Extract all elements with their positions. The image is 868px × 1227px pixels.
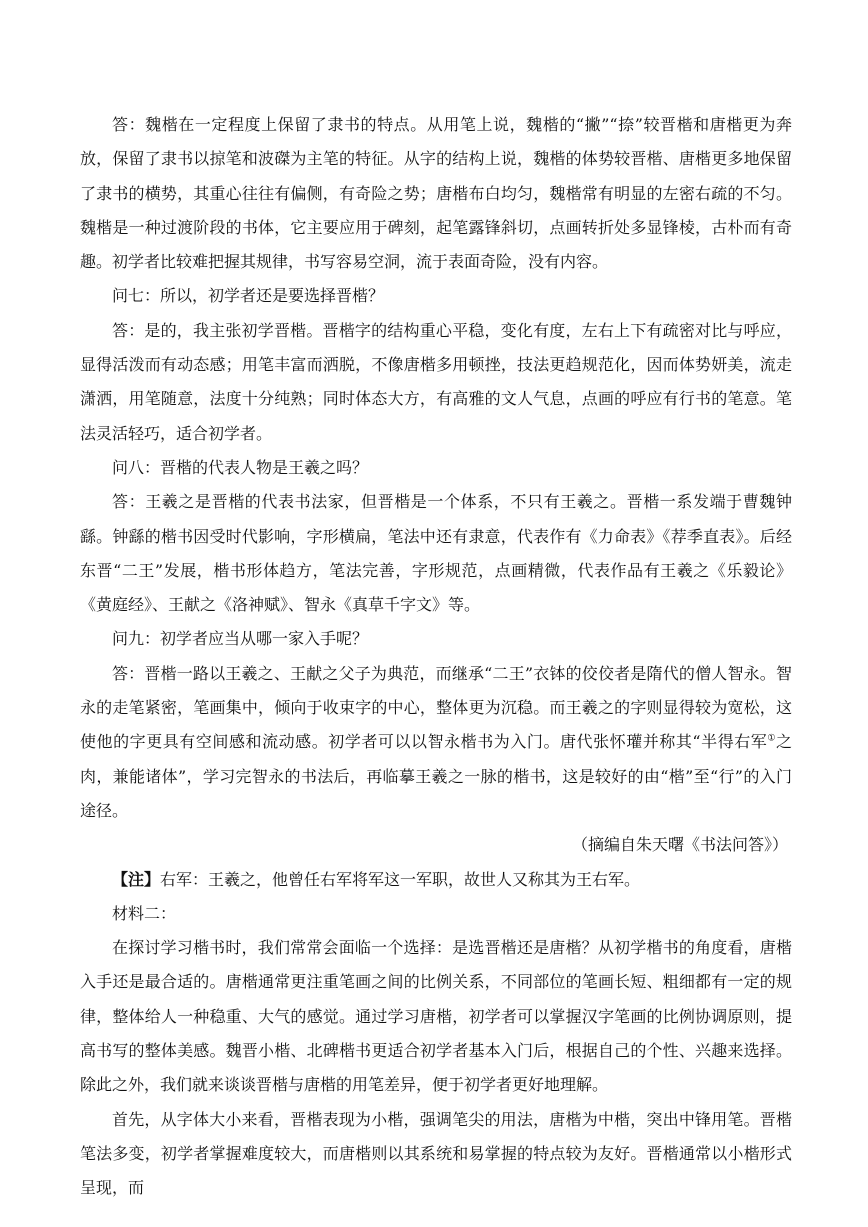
footnote-marker: ① — [767, 734, 776, 745]
question-seven: 问七：所以，初学者还是要选择晋楷？ — [112, 286, 385, 306]
source-citation: （摘编自朱天曙《书法问答》） — [571, 835, 788, 855]
answer-paragraph-wei-kai: 答：魏楷在一定程度上保留了隶书的特点。从用笔上说，魏楷的“撇”“捺”较晋楷和唐楷更为奔放，保留了隶书以掠笔和波磔为主笔的特征。从字的结构上说，魏楷的体势较晋楷、唐楷更多地保留了隶书的横势，其重心往往有偏侧，有奇险之势；唐楷布白均匀，魏楷常有明显的左密右疏的不匀。魏楷是一种过渡阶段的书体，它主要应用于碑刻，起笔露锋斜切，点画转折处多显锋棱，古朴而有奇趣。初学者比较难把握其规律，书写容易空洞，流于表面奇险，没有内容。 — [80, 115, 792, 272]
answer-paragraph-jin-kai: 答：是的，我主张初学晋楷。晋楷字的结构重心平稳，变化有度，左右上下有疏密对比与呼应，显得活泼而有动态感；用笔丰富而洒脱，不像唐楷多用顿挫，技法更趋规范化，因而体势妍美，流走潇洒，用笔随意，法度十分纯熟；同时体态大方，有高雅的文人气息，点画的呼应有行书的笔意。笔法灵活轻巧，适合初学者。 — [80, 320, 792, 443]
question-nine: 问九：初学者应当从哪一家入手呢？ — [112, 629, 369, 649]
answer-paragraph-wang-xizhi: 答：王羲之是晋楷的代表书法家，但晋楷是一个体系，不只有王羲之。晋楷一系发端于曹魏钟繇。钟繇的楷书因受时代影响，字形横扁，笔法中还有隶意，代表作有《力命表》《荐季直表》。后经东晋“二王”发展，楷书形体趋方，笔法完善，字形规范，点画精微，代表作品有王羲之《乐毅论》《黄庭经》、王献之《洛神赋》、智永《真草千字文》等。 — [80, 492, 792, 615]
footnote-text: 右军：王羲之，他曾任右军将军这一军职，故世人又称其为王右军。 — [160, 869, 641, 889]
material-two-label: 材料二： — [112, 903, 177, 923]
answer-paragraph-zhiyong — [80, 657, 792, 828]
answer-text-part-2: 之肉，兼能诸体”，学习完智永的书法后，再临摹王羲之一脉的楷书，这是较好的由“楷”至“行”的入门途径。 — [80, 732, 792, 820]
material-two-paragraph-1: 在探讨学习楷书时，我们常常会面临一个选择：是选晋楷还是唐楷？从初学楷书的角度看，唐楷入手还是最合适的。唐楷通常更注重笔画之间的比例关系，不同部位的笔画长短、粗细都有一定的规律，整体给人一种稳重、大气的感觉。通过学习唐楷，初学者可以掌握汉字笔画的比例协调原则，提高书写的整体美感。魏晋小楷、北碑楷书更适合初学者基本入门后，根据自己的个性、兴趣来选择。除此之外，我们就来谈谈晋楷与唐楷的用笔差异，便于初学者更好地理解。 — [80, 938, 792, 1095]
answer-text-part-1: 答：晋楷一路以王羲之、王献之父子为典范，而继承“二王”衣钵的佼佼者是隋代的僧人智永。智永的走笔紧密，笔画集中，倾向于收束字的中心，整体更为沉稳。而王羲之的字则显得较为宽松，这使他的字更具有空间感和流动感。初学者可以以智永楷书为入门。唐代张怀瓘并称其“半得右军 — [80, 663, 792, 752]
footnote — [80, 863, 792, 897]
question-eight: 问八：晋楷的代表人物是王羲之吗？ — [112, 457, 369, 477]
material-two-paragraph-2: 首先，从字体大小来看，晋楷表现为小楷，强调笔尖的用法，唐楷为中楷，突出中锋用笔。晋楷笔法多变，初学者掌握难度较大，而唐楷则以其系统和易掌握的特点较为友好。晋楷通常以小楷形式呈现，而 — [80, 1109, 792, 1198]
footnote-tag: 【注】 — [112, 869, 161, 889]
article-body — [80, 108, 792, 1206]
